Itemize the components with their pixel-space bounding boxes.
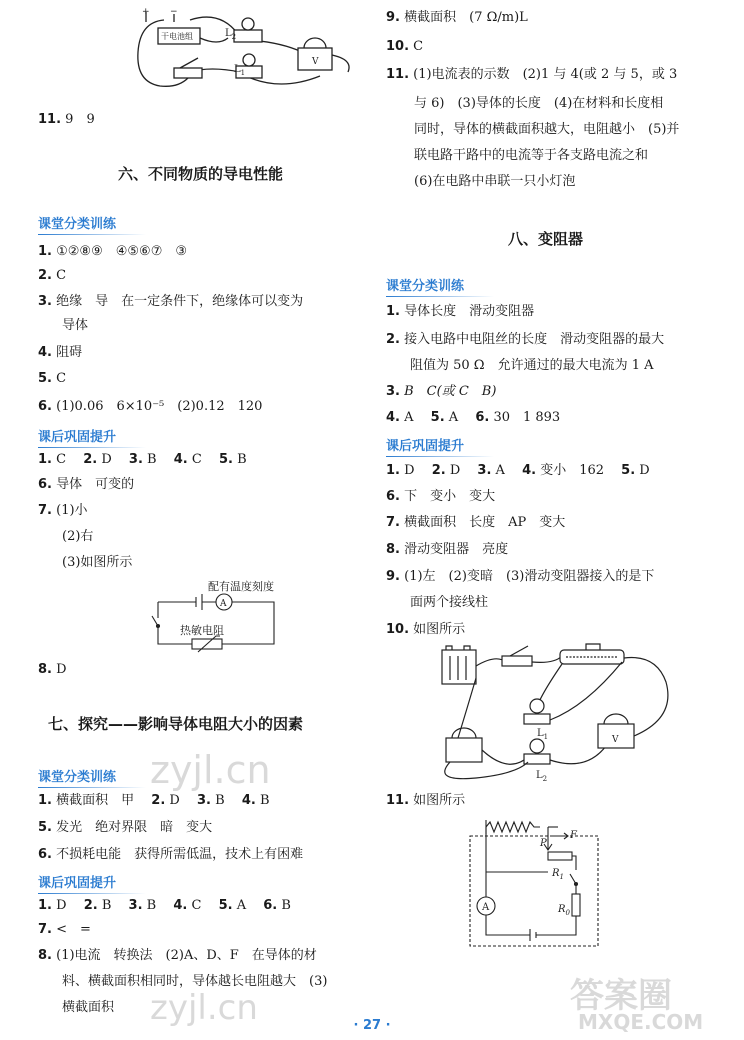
s6-answer-3-cont: 导体 bbox=[62, 318, 89, 333]
slider-p-label: P bbox=[540, 838, 547, 849]
s8b-answer-8: 8. 滑动变阻器 亮度 bbox=[386, 542, 509, 557]
r-answer-11-l2: 与 6) (3)导体的长度 (4)在材料和长度相 bbox=[414, 96, 664, 111]
battery-label: 干电池组 bbox=[161, 32, 193, 41]
s7b-answer-8-cont2: 横截面积 bbox=[62, 1000, 115, 1015]
r-answer-10: 10. C bbox=[386, 39, 424, 54]
subheading-consolidation-6: 课后巩固提升 bbox=[38, 426, 116, 445]
s8b-answer-6: 6. 下 变小 变大 bbox=[386, 489, 496, 504]
watermark-mxqe: MXQE.COM bbox=[578, 1010, 704, 1034]
subheading-class-training-7: 课堂分类训练 bbox=[38, 766, 116, 785]
s6b-answer-7: 7. (1)小 bbox=[38, 503, 88, 518]
r-answer-11-l3: 同时，导体的横截面积越大，电阻越小 (5)并 bbox=[414, 122, 680, 137]
s6-answer-4: 4. 阻碍 bbox=[38, 345, 83, 360]
s6-answer-3: 3. 绝缘 导 在一定条件下，绝缘体可以变为 bbox=[38, 294, 304, 309]
section-7-title: 七、探究——影响导体电阻大小的因素 bbox=[48, 715, 304, 733]
s7-answer-6: 6. 不损耗电能 获得所需低温，技术上有困难 bbox=[38, 847, 304, 862]
s8-answers-4-6: 4. A 5. A 6. 30 1 893 bbox=[386, 410, 561, 425]
spring-rheostat-figure bbox=[468, 816, 604, 950]
s6b-answers-1-5: 1. C 2. D 3. B 4. C 5. B bbox=[38, 452, 247, 467]
battery-minus-sign: − bbox=[170, 7, 178, 17]
watermark-answer-circle: 答案圈 bbox=[570, 976, 672, 1016]
r-answer-9: 9. 横截面积 (7 Ω/m)L bbox=[386, 10, 528, 25]
answer-11: 11. 9 9 bbox=[38, 112, 95, 127]
s7b-answer-7: 7. < = bbox=[38, 922, 91, 937]
s8-answer-2: 2. 接入电路中电阻丝的长度 滑动变阻器的最大 bbox=[386, 332, 665, 347]
battery-plus-sign: + bbox=[142, 7, 150, 17]
s8b-answer-9-cont: 面两个接线柱 bbox=[410, 595, 489, 610]
lamp-l1-label: $L_1$ bbox=[234, 64, 246, 77]
s8b-answer-7: 7. 横截面积 长度 AP 变大 bbox=[386, 515, 566, 530]
subheading-consolidation-7: 课后巩固提升 bbox=[38, 872, 116, 891]
resistor-r0-label: $R_0$ bbox=[558, 904, 570, 917]
s6b-answer-8: 8. D bbox=[38, 662, 67, 677]
lamp-l1-label-fig3: $L_1$ bbox=[537, 728, 549, 741]
section-8-title: 八、变阻器 bbox=[508, 230, 584, 248]
s8b-answer-11: 11. 如图所示 bbox=[386, 793, 466, 808]
r-answer-11-l5: (6)在电路中串联一只小灯泡 bbox=[414, 174, 576, 189]
s7b-answer-8-cont: 料、横截面积相同时，导体越长电阻越大 (3) bbox=[62, 974, 328, 989]
s6b-answer-6: 6. 导体 可变的 bbox=[38, 477, 135, 492]
rheostat-circuit-figure bbox=[436, 642, 706, 784]
subheading-class-training-6: 课堂分类训练 bbox=[38, 213, 116, 232]
watermark-zyjl-2: zyjl.cn bbox=[150, 988, 258, 1028]
s6-answer-2: 2. C bbox=[38, 268, 67, 283]
lamp-l2-label: $L_2$ bbox=[225, 28, 237, 41]
r-answer-11: 11. (1)电流表的示数 (2)1 与 4(或 2 与 5，或 3 bbox=[386, 67, 678, 82]
voltmeter-label: V bbox=[312, 57, 319, 67]
circuit-figure-1 bbox=[130, 6, 360, 98]
page-number: · 27 · bbox=[353, 1018, 391, 1033]
r-answer-11-l4: 联电路干路中的电流等于各支路电流之和 bbox=[414, 148, 649, 163]
s6-answer-5: 5. C bbox=[38, 371, 67, 386]
s6b-answer-7-2: (2)右 bbox=[62, 529, 94, 544]
ammeter-label: A bbox=[220, 599, 227, 609]
voltmeter-label-fig3: V bbox=[612, 735, 619, 745]
s6-answer-6: 6. (1)0.06 6×10⁻⁵ (2)0.12 120 bbox=[38, 399, 263, 414]
s7b-answer-8: 8. (1)电流 转换法 (2)A、D、F 在导体的材 bbox=[38, 948, 317, 963]
subheading-class-training-8: 课堂分类训练 bbox=[386, 275, 464, 294]
watermark-zyjl-1: zyjl.cn bbox=[150, 748, 271, 792]
s8b-answers-1-5: 1. D 2. D 3. A 4. 变小 162 5. D bbox=[386, 463, 650, 478]
s6b-answer-7-3: (3)如图所示 bbox=[62, 555, 133, 570]
s7b-answers-1-6: 1. D 2. B 3. B 4. C 5. A 6. B bbox=[38, 898, 291, 913]
force-f-label: F bbox=[570, 830, 577, 841]
thermistor-circuit-figure bbox=[142, 578, 292, 660]
lamp-l2-label-fig3: $L_2$ bbox=[536, 770, 548, 783]
subheading-consolidation-8: 课后巩固提升 bbox=[386, 435, 464, 454]
s8-answer-2-cont: 阻值为 50 Ω 允许通过的最大电流为 1 A bbox=[410, 358, 654, 373]
thermometer-scale-label: 配有温度刻度 bbox=[208, 580, 274, 593]
s7-answers-1-4: 1. 横截面积 甲 2. D 3. B 4. B bbox=[38, 793, 270, 808]
section-6-title: 六、不同物质的导电性能 bbox=[118, 165, 284, 183]
resistor-r1-label: $R_1$ bbox=[552, 868, 564, 881]
s8-answer-1: 1. 导体长度 滑动变阻器 bbox=[386, 304, 535, 319]
s6-answer-1: 1. ①②⑧⑨ ④⑤⑥⑦ ③ bbox=[38, 244, 188, 259]
s8-answer-3: 3. B C(或 C B) bbox=[386, 384, 497, 399]
s8b-answer-9: 9. (1)左 (2)变暗 (3)滑动变阻器接入的是下 bbox=[386, 569, 655, 584]
thermistor-label: 热敏电阻 bbox=[180, 624, 224, 637]
s8b-answer-10: 10. 如图所示 bbox=[386, 622, 466, 637]
ammeter-label-fig4: A bbox=[482, 902, 490, 913]
s7-answer-5: 5. 发光 绝对界限 暗 变大 bbox=[38, 820, 213, 835]
